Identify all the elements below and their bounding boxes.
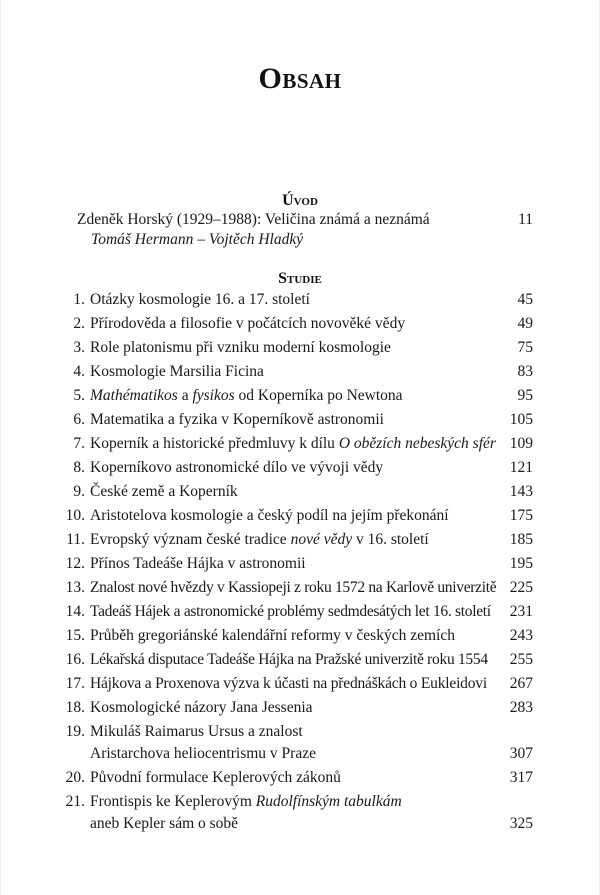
entry-title: Mikuláš Raimarus Ursus a znalost bbox=[90, 723, 303, 740]
entry-title: Koperníkovo astronomické dílo ve vývoji vědy bbox=[90, 459, 384, 476]
section-heading-intro: Úvod bbox=[282, 192, 318, 209]
toc-entry[interactable] bbox=[63, 792, 533, 836]
entry-title: Přírodověda a filosofie v počátcích novověké vědy bbox=[90, 315, 406, 332]
entry-number: 16. bbox=[65, 651, 85, 668]
entry-title-part: Koperník a historické předmluvy k dílu bbox=[90, 435, 339, 452]
entry-title-part: od Koperníka po Newtona bbox=[234, 387, 403, 404]
entry-page-number: 231 bbox=[509, 603, 533, 620]
entry-page-number: 11 bbox=[518, 211, 533, 228]
entry-number: 18. bbox=[65, 699, 85, 716]
entry-number: 9. bbox=[73, 483, 85, 500]
entry-page-number: 95 bbox=[517, 387, 533, 404]
toc-entry[interactable] bbox=[63, 722, 533, 766]
entry-number: 19. bbox=[65, 723, 85, 740]
entry-number: 7. bbox=[73, 435, 85, 452]
entry-title bbox=[90, 530, 429, 550]
entry-number: 17. bbox=[65, 675, 85, 692]
entry-title: Kosmologie Marsilia Ficina bbox=[90, 363, 264, 380]
entry-title bbox=[90, 434, 496, 454]
entry-title: Hájkova a Proxenova výzva k účasti na přednáškách o Eukleidovi bbox=[90, 675, 487, 692]
entry-title: Kosmologické názory Jana Jessenia bbox=[90, 699, 313, 716]
entry-number: 13. bbox=[65, 579, 85, 596]
entry-page-number: 283 bbox=[509, 699, 533, 716]
entry-number: 14. bbox=[65, 603, 85, 620]
entry-title bbox=[90, 386, 403, 406]
section-heading-studies: Studie bbox=[278, 270, 322, 287]
entry-page-number: 307 bbox=[509, 745, 533, 762]
entry-title: Přínos Tadeáše Hájka v astronomii bbox=[90, 555, 306, 572]
entry-title-italic: O obězích nebeských sfér bbox=[338, 435, 496, 452]
entry-title-italic: nové vědy bbox=[290, 531, 353, 548]
entry-page-number: 185 bbox=[509, 531, 533, 548]
entry-number: 4. bbox=[73, 363, 85, 380]
entry-page-number: 121 bbox=[509, 459, 533, 476]
entry-title-line2: aneb Kepler sám o sobě bbox=[90, 815, 239, 832]
entry-page-number: 109 bbox=[509, 435, 533, 452]
entry-page-number: 243 bbox=[509, 627, 533, 644]
entry-page-number: 75 bbox=[517, 339, 533, 356]
entry-title-part: v 16. století bbox=[352, 531, 429, 548]
entry-number: 10. bbox=[65, 507, 85, 524]
entry-title-italic: Rudolfínským tabulkám bbox=[255, 793, 402, 810]
entry-page-number: 267 bbox=[509, 675, 533, 692]
entry-title: Průběh gregoriánské kalendářní reformy v českých zemích bbox=[90, 627, 455, 644]
entry-number: 3. bbox=[73, 339, 85, 356]
entry-title-part: Evropský význam české tradice bbox=[90, 531, 291, 548]
entry-number: 11. bbox=[66, 531, 85, 548]
entry-title-part: Frontispis ke Keplerovým bbox=[90, 793, 256, 810]
entry-title: Lékařská disputace Tadeáše Hájka na Pražské univerzitě roku 1554 bbox=[90, 651, 488, 668]
entry-page-number: 225 bbox=[509, 579, 533, 596]
entry-title: Role platonismu při vzniku moderní kosmologie bbox=[90, 339, 391, 356]
entry-title: Aristotelova kosmologie a český podíl na jejím překonání bbox=[90, 507, 449, 524]
entry-page-number: 175 bbox=[509, 507, 533, 524]
entry-page-number: 49 bbox=[517, 315, 533, 332]
entry-number: 1. bbox=[73, 291, 85, 308]
entry-authors: Tomáš Hermann – Vojtěch Hladký bbox=[91, 231, 304, 248]
entry-number: 2. bbox=[73, 315, 85, 332]
entry-page-number: 255 bbox=[509, 651, 533, 668]
entry-page-number: 45 bbox=[517, 291, 533, 308]
entry-title: Zdeněk Horský (1929–1988): Veličina známá a neznámá bbox=[77, 211, 430, 228]
entry-title-italic: fysikos bbox=[192, 387, 235, 404]
entry-title-italic: Mathématikos bbox=[90, 387, 178, 404]
entry-title: Matematika a fyzika v Koperníkově astronomii bbox=[90, 411, 384, 428]
page-title: Obsah bbox=[258, 62, 342, 95]
entry-number: 8. bbox=[73, 459, 85, 476]
entry-number: 5. bbox=[73, 387, 85, 404]
entry-page-number: 325 bbox=[509, 815, 533, 832]
entry-page-number: 317 bbox=[509, 769, 533, 786]
entry-title: Tadeáš Hájek a astronomické problémy sedmdesátých let 16. století bbox=[90, 603, 491, 620]
entry-title-line2: Aristarchova heliocentrismu v Praze bbox=[90, 745, 316, 762]
entry-title: Otázky kosmologie 16. a 17. století bbox=[90, 291, 310, 308]
entry-title: Znalost nové hvězdy v Kassiopeji z roku 1572 na Karlově univerzitě bbox=[90, 579, 497, 596]
entry-page-number: 83 bbox=[517, 363, 533, 380]
entry-title bbox=[90, 792, 402, 812]
entry-number: 12. bbox=[65, 555, 85, 572]
entry-number: 21. bbox=[65, 793, 85, 810]
entry-title: Původní formulace Keplerových zákonů bbox=[90, 769, 341, 786]
entry-number: 6. bbox=[73, 411, 85, 428]
entry-page-number: 143 bbox=[509, 483, 533, 500]
entry-number: 15. bbox=[65, 627, 85, 644]
entry-title-part: a bbox=[177, 387, 193, 404]
entry-page-number: 195 bbox=[509, 555, 533, 572]
entry-title: České země a Koperník bbox=[90, 483, 238, 500]
entry-number: 20. bbox=[65, 769, 85, 786]
entry-page-number: 105 bbox=[509, 411, 533, 428]
